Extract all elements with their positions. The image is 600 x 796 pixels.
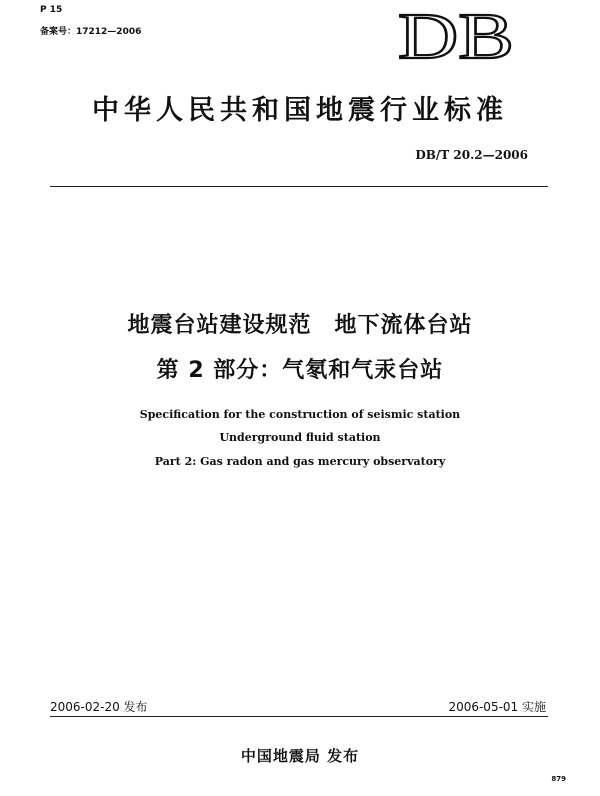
top-divider (50, 186, 548, 187)
title-en-line1: Specification for the construction of seismic station (139, 408, 461, 421)
db-logo-text: DB (398, 2, 514, 64)
issue-date: 2006-02-20 发布 (50, 700, 148, 714)
db-logo (395, 2, 517, 64)
bottom-divider (50, 716, 548, 717)
classification-code: P 15 (40, 5, 63, 15)
implement-date: 2006-05-01 实施 (448, 700, 546, 714)
title-en-line2: Underground fluid station (219, 431, 381, 444)
title-cn-line1: 地震台站建设规范 地下流体台站 (127, 313, 473, 338)
standard-org-title: 中华人民共和国地震行业标准 (92, 95, 508, 126)
standard-number: DB/T 20.2—2006 (415, 148, 528, 162)
publisher: 中国地震局 发布 (240, 747, 360, 765)
title-cn-line2: 第 2 部分：气氡和气汞台站 (156, 358, 444, 383)
title-en-line3: Part 2: Gas radon and gas mercury observatory (154, 455, 446, 468)
record-number: 备案号：17212—2006 (40, 27, 142, 37)
page-number: 879 (551, 775, 566, 783)
